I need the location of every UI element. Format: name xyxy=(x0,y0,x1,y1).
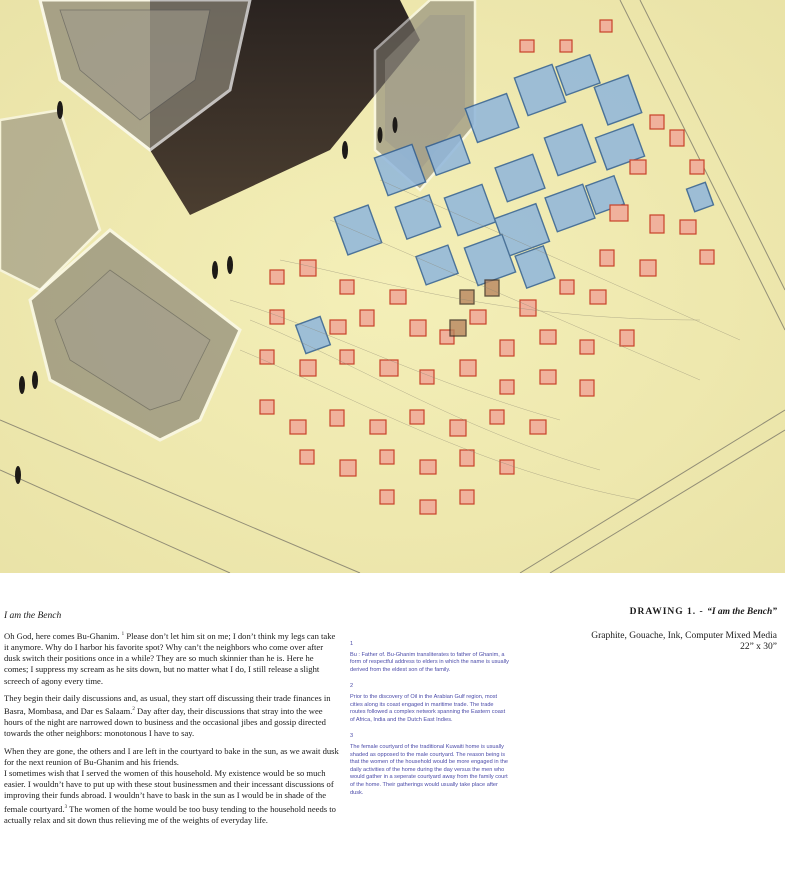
drawing-label: DRAWING 1. - xyxy=(629,607,708,617)
paragraph-1 xyxy=(4,629,339,687)
paragraph-text: I sometimes wish that I served the women of this household. My existence would be so much easier. I wouldn’t have to put up with these stout businessmen and their incessant discussions of improving their funds abroad. I wouldn’t have to bask in the sun as I would be in shade of the female courtyard. xyxy=(4,767,334,814)
footnote-text: Prior to the discovery of Oil in the Arabian Gulf region, most cities along its coast engaged in maritime trade. The trade routes followed a complex network spanning the Eastern coast of Africa, India and the Dutch East Indies. xyxy=(350,693,506,723)
footnote-ref-3: 3 xyxy=(64,804,68,810)
paragraph-text: Day after day, their discussions that stray into the wee hours of the night are narrowed down to business and the occasional jibes and gossip directed towards the other neighbors: monotonous I have to say. xyxy=(4,705,326,739)
drawing-medium: Graphite, Gouache, Ink, Computer Mixed Media xyxy=(591,631,777,641)
paragraph-text: Please don’t let him sit on me; I don’t think my legs can take it anymore. Why do I harbor his favorite spot? Why can’t the neighbors who come over after dusk switch their positions once in a while? They are so much skinnier than he is. Here he comes; I suppress my scream as he sits down, but no matter what I do, I still release a slight screech of agony every time. xyxy=(4,630,336,686)
footnote-ref-2: 2 xyxy=(132,707,135,713)
footnote-number: 3 xyxy=(350,733,354,740)
story-text xyxy=(4,629,339,832)
paragraph-text: Oh God, here comes Bu-Ghanim. xyxy=(4,630,122,641)
drawing-caption-block xyxy=(591,607,777,653)
paragraph-text: They begin their daily discussions and, as usual, they start off discussing their trade finances in Basra, Mombasa, and Dar es Salaam. xyxy=(4,692,331,716)
footnote-text: Bu : Father of. Bu-Ghanim transliterates to father of Ghanim, a form of respectful address to elders in which the name is usually derived from the eldest son of the family. xyxy=(350,651,509,673)
paragraph-text: The women of the home would be too busy tending to the household needs to actually relax and sit down thus relieving me of the weights of everyday life. xyxy=(4,803,336,825)
footnote-text: The female courtyard of the traditional Kuwaiti home is usually shaded as opposed to the male courtyard. The reason being is that the women of the household would be more engaged in the daily activities of the home during the day versus the men who would gather in a seperate courtyard away from the family court of the home. Their gatherings would usually take place after dusk. xyxy=(350,743,508,796)
footnotes xyxy=(350,641,510,806)
drawing-subtitle: “I am the Bench” xyxy=(707,607,777,617)
paragraph-3: When they are gone, the others and I are left in the courtyard to bake in the sun, as we await dusk for the next reunion of Bu-Ghanim and his friends. xyxy=(4,745,339,767)
footnote-number: 2 xyxy=(350,683,354,690)
footnote-number: 1 xyxy=(350,641,354,647)
paragraph-4 xyxy=(4,768,339,826)
drawing-caption-title: I am the Bench xyxy=(4,611,62,621)
drawing-dimensions: 22” x 30” xyxy=(740,642,777,652)
drawing-title xyxy=(591,607,777,618)
footnote-ref-1: 1 xyxy=(121,632,125,637)
paragraph-2 xyxy=(4,693,339,740)
